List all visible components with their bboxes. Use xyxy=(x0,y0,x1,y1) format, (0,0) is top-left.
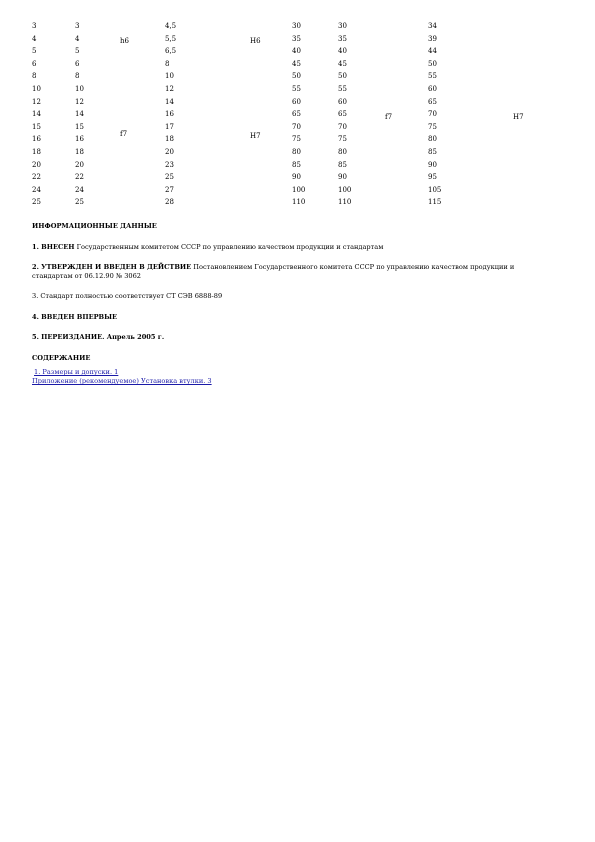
table-cell: 60 xyxy=(292,97,301,106)
table-cell: 3 xyxy=(75,22,80,30)
table-cell: 80 xyxy=(428,135,437,144)
table-cell: 60 xyxy=(428,85,437,93)
table-cell: 12 xyxy=(165,85,174,93)
table-cell: 45 xyxy=(338,59,347,68)
table-cell: 80 xyxy=(292,148,301,156)
table-cell: 110 xyxy=(338,198,352,207)
table-cell: 40 xyxy=(338,47,347,56)
table-cell: 10 xyxy=(165,72,174,81)
table-cell: 55 xyxy=(428,72,437,81)
table-cell: 22 xyxy=(32,173,41,182)
table-cell: 24 xyxy=(75,185,84,194)
table-cell: 14 xyxy=(75,110,84,119)
table-cell: 14 xyxy=(165,97,174,106)
table-cell: 3 xyxy=(32,22,37,30)
table-cell: 18 xyxy=(32,148,41,156)
contents-heading: СОДЕРЖАНИЕ xyxy=(32,353,91,362)
table-cell: 30 xyxy=(338,22,347,30)
table-cell: 6,5 xyxy=(165,47,177,56)
table-cell: 16 xyxy=(165,110,174,119)
table-cell: 35 xyxy=(338,34,347,43)
table-cell: 100 xyxy=(338,185,352,194)
table-cell: 15 xyxy=(32,122,41,131)
table-cell: 28 xyxy=(165,198,174,207)
table-cell: 5,5 xyxy=(165,34,177,43)
table-cell: 40 xyxy=(292,47,301,56)
info-item-1-text: Государственным комитетом СССР по управлению качеством продукции и стандартам xyxy=(74,242,384,251)
info-item-2-label: 2. УТВЕРЖДЕН И ВВЕДЕН В ДЕЙСТВИЕ xyxy=(32,263,192,271)
table-cell: 45 xyxy=(292,59,301,68)
table-cell: 80 xyxy=(338,148,347,156)
table-cell: 65 xyxy=(338,110,347,119)
table-cell: 60 xyxy=(338,97,347,106)
table-cell: 4,5 xyxy=(165,22,177,30)
table-cell: 85 xyxy=(292,160,301,169)
table-cell: 4 xyxy=(32,34,37,43)
table-cell: 12 xyxy=(75,97,84,106)
table-cell: 35 xyxy=(292,34,301,43)
table-cell: 75 xyxy=(428,122,437,131)
table-cell: 85 xyxy=(428,148,437,156)
table-cell: 6 xyxy=(32,59,37,68)
tolerance-f7-right: f7 xyxy=(385,113,393,121)
table-cell: 20 xyxy=(75,160,84,169)
tolerance-H7-right: H7 xyxy=(513,113,524,121)
toc-link-appendix[interactable]: Приложение (рекомендуемое) Установка втулки. 3 xyxy=(32,377,212,385)
table-cell: 25 xyxy=(165,173,174,182)
table-cell: 90 xyxy=(292,173,301,182)
table-cell: 100 xyxy=(292,185,306,194)
dimensions-table xyxy=(0,0,595,220)
tolerance-f7-left: f7 xyxy=(120,130,128,138)
table-cell: 70 xyxy=(428,110,437,119)
tolerance-H6: H6 xyxy=(250,37,261,45)
info-item-4: 4. ВВЕДЕН ВПЕРВЫЕ xyxy=(32,312,118,321)
table-cell: 50 xyxy=(292,72,301,81)
table-cell: 8 xyxy=(75,72,80,81)
table-cell: 16 xyxy=(75,135,84,144)
table-cell: 10 xyxy=(75,85,84,93)
table-cell: 5 xyxy=(75,47,80,56)
table-cell: 110 xyxy=(292,198,306,207)
table-cell: 44 xyxy=(428,47,437,56)
info-item-3: 3. Стандарт полностью соответствует СТ СЭВ 6888-89 xyxy=(32,292,223,300)
table-of-contents xyxy=(32,368,212,386)
table-cell: 75 xyxy=(338,135,347,144)
info-item-2-text: Постановлением Государственного комитета СССР по управлению качеством продукции и стандартам от 06.12.90 № 3062 xyxy=(32,263,515,280)
table-cell: 23 xyxy=(165,160,174,169)
toc-link-sizes[interactable]: 1. Размеры и допуски. 1 xyxy=(34,368,119,376)
table-cell: 95 xyxy=(428,173,437,182)
table-cell: 70 xyxy=(338,122,347,131)
info-item-1-label: 1. ВНЕСЕН xyxy=(32,242,75,251)
table-cell: 65 xyxy=(292,110,301,119)
table-cell: 70 xyxy=(292,122,301,131)
table-cell: 65 xyxy=(428,97,437,106)
table-cell: 10 xyxy=(32,85,41,93)
info-item-2 xyxy=(32,263,552,280)
table-cell: 20 xyxy=(32,160,41,169)
table-cell: 17 xyxy=(165,122,174,131)
table-cell: 18 xyxy=(165,135,174,144)
table-cell: 27 xyxy=(165,185,174,194)
table-cell: 12 xyxy=(32,97,41,106)
table-cell: 6 xyxy=(75,59,80,68)
table-cell: 90 xyxy=(428,160,437,169)
table-cell: 50 xyxy=(338,72,347,81)
tolerance-h6: h6 xyxy=(120,37,129,45)
table-cell: 14 xyxy=(32,110,41,119)
table-cell: 55 xyxy=(292,85,301,93)
table-cell: 8 xyxy=(32,72,37,81)
table-cell: 16 xyxy=(32,135,41,144)
table-cell: 50 xyxy=(428,59,437,68)
table-cell: 39 xyxy=(428,34,437,43)
table-cell: 115 xyxy=(428,198,442,207)
table-cell: 30 xyxy=(292,22,301,30)
info-heading: ИНФОРМАЦИОННЫЕ ДАННЫЕ xyxy=(32,222,157,230)
info-item-5: 5. ПЕРЕИЗДАНИЕ. Апрель 2005 г. xyxy=(32,333,165,341)
table-cell: 55 xyxy=(338,85,347,93)
information-data xyxy=(32,222,552,362)
table-cell: 105 xyxy=(428,185,442,194)
table-cell: 20 xyxy=(165,148,174,156)
table-cell: 4 xyxy=(75,34,80,43)
table-cell: 22 xyxy=(75,173,84,182)
table-cell: 25 xyxy=(32,198,41,207)
table-cell: 24 xyxy=(32,185,41,194)
table-cell: 25 xyxy=(75,198,84,207)
table-cell: 85 xyxy=(338,160,347,169)
table-cell: 15 xyxy=(75,122,84,131)
table-cell: 75 xyxy=(292,135,301,144)
table-cell: 5 xyxy=(32,47,37,56)
table-cell: 18 xyxy=(75,148,84,156)
table-cell: 90 xyxy=(338,173,347,182)
table-cell: 8 xyxy=(165,59,170,68)
info-item-1 xyxy=(32,243,552,252)
table-cell: 34 xyxy=(428,22,437,30)
tolerance-H7-left: H7 xyxy=(250,132,261,140)
